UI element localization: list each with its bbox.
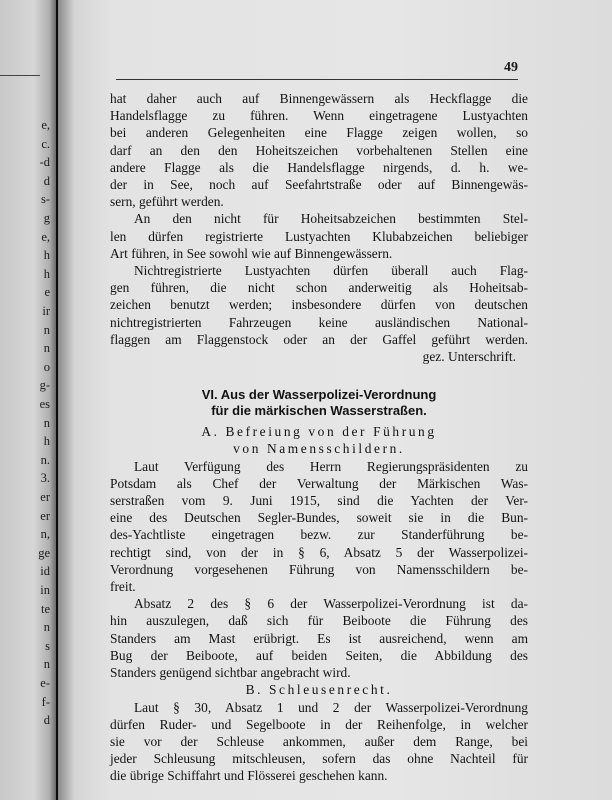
paragraph-3: [110, 262, 528, 365]
left-page-fragment: e,: [41, 118, 50, 132]
text-line: rechtigt sind, von der in § 6, Absatz 5 der Wasserpolizei-: [110, 544, 528, 560]
left-page-fragment: e-: [40, 676, 50, 690]
text-line: hin auszulegen, daß sich für Beiboote die Führung des: [110, 613, 528, 629]
text-line: serstraßen vom 9. Juni 1915, sind die Yachten der Ver-: [110, 493, 528, 509]
book-page: [58, 0, 612, 800]
left-page-fragment: h: [43, 266, 50, 281]
text-line: Nichtregistrierte Lustyachten dürfen überall auch Flag-: [134, 263, 528, 279]
text-line: des-Yachtliste eingetragen bezw. zur Standerführung be-: [110, 527, 528, 543]
text-line: len dürfen registrierte Lustyachten Klubabzeichen beliebiger: [110, 228, 528, 244]
subsection-a-title: A. Befreiung von der Führung: [201, 424, 437, 440]
left-page-fragment: g: [43, 211, 50, 225]
left-page-fragment: n,: [40, 527, 50, 542]
text-line: nichtregistrierten Fahrzeugen keine ausländischen National-: [110, 314, 528, 330]
left-page-fragment: e,: [41, 229, 50, 244]
text-line: dürfen Ruder- und Segelboote in der Reihenfolge, in welcher: [110, 716, 528, 732]
section-title: VI. Aus der Wasserpolizei-Verordnung: [201, 387, 437, 403]
text-line: Laut Verfügung des Herrn Regierungspräsidenten zu: [134, 458, 528, 474]
text-line: der in See, noch auf Seefahrtstraße oder auf Binnengewäs-: [110, 177, 528, 193]
left-page-fragment: 3.: [40, 471, 50, 486]
left-page-fragment: -d: [39, 155, 50, 170]
left-page-fragment: te: [40, 601, 50, 616]
subsection-b-title: B. Schleusenrecht.: [245, 682, 393, 698]
left-page-fragment: er: [40, 508, 50, 523]
left-page-edge: [0, 0, 56, 800]
paragraph-a1: [110, 458, 528, 596]
left-page-fragment: n: [43, 620, 50, 635]
left-page-fragment: h: [43, 248, 50, 263]
page-number: 49: [504, 60, 518, 75]
text-line: freit.: [110, 579, 136, 595]
signature: gez. Unterschrift.: [422, 349, 516, 365]
left-page-rule: [0, 75, 40, 76]
paragraph-a2: [110, 595, 528, 681]
left-page-fragment: id: [40, 564, 50, 579]
text-line: eine des Deutschen Segler-Bundes, soweit sie in die Bun-: [110, 510, 528, 526]
left-page-fragment: er: [40, 490, 50, 504]
text-line: Verordnung vorgesehenen Führung von Namensschildern be-: [110, 561, 528, 577]
left-page-fragment: n: [43, 322, 50, 337]
text-line: Absatz 2 des § 6 der Wasserpolizei-Verordnung ist da-: [134, 596, 528, 612]
paragraph-2: [110, 210, 528, 262]
left-page-fragment: n: [43, 415, 50, 430]
text-line: andere Flagge als die Handelsflagge nirgends, d. h. we-: [110, 159, 528, 175]
left-page-fragment: ir: [42, 304, 50, 318]
left-page-fragment: c.: [41, 136, 50, 151]
left-page-fragment: ge: [38, 545, 50, 560]
left-page-fragment: s: [45, 638, 50, 653]
text-line: gen führen, die nicht schon anderweitig als Hoheitsab-: [110, 280, 528, 296]
left-page-fragment: f-: [41, 694, 50, 709]
left-page-fragment: s-: [40, 192, 50, 207]
text-line: An den nicht für Hoheitsabzeichen bestimmten Stel-: [134, 211, 528, 227]
text-line: die übrige Schiffahrt und Flösserei geschehen kann.: [110, 768, 388, 784]
text-line: bei anderen Gelegenheiten eine Flagge zeigen wollen, so: [110, 125, 528, 141]
left-page-fragment: e: [44, 285, 50, 300]
text-line: Art führen, in See sowohl wie auf Binnengewässern.: [110, 245, 393, 261]
header-rule: [116, 79, 518, 80]
left-page-fragment: d: [43, 173, 50, 188]
subsection-a-title-line-2: von Namensschildern.: [233, 441, 405, 457]
page-body: [110, 90, 528, 785]
section-title-line-2: für die märkischen Wasserstraßen.: [211, 403, 427, 419]
text-line: zeichen benutzt werden; insbesondere dürfen von deutschen: [110, 297, 528, 313]
text-line: Potsdam als Chef der Verwaltung der Märkischen Was-: [110, 475, 528, 491]
text-line: Laut § 30, Absatz 1 und 2 der Wasserpolizei-Verordnung: [134, 699, 528, 715]
text-line: flaggen am Flaggenstock oder an der Gaffel geführt werden.: [110, 331, 528, 347]
text-line: hat daher auch auf Binnengewässern als Heckflagge die: [110, 91, 528, 106]
paragraph-b: [110, 699, 528, 785]
left-page-fragment: g-: [39, 378, 50, 393]
left-page-fragment: n.: [40, 452, 50, 467]
text-line: jeder Schleusung mitschleusen, sofern das ohne Nachteil für: [110, 751, 528, 767]
left-page-fragment: n: [43, 657, 50, 672]
left-page-fragment: in: [40, 583, 50, 597]
left-page-fragment: d: [43, 713, 50, 728]
left-page-fragment: o: [43, 359, 50, 374]
text-line: darf an den den Hoheitszeichen vorbehaltenen Stellen eine: [110, 142, 528, 158]
text-line: Bug der Beiboote, auf beiden Seiten, die Abbildung des: [110, 647, 528, 663]
paragraph-1: [110, 90, 528, 210]
text-line: Standers genügend sichtbar angebracht wird.: [110, 665, 351, 681]
text-line: sie vor der Schleuse ankommen, außer dem Range, bei: [110, 733, 528, 749]
text-line: sern, geführt werden.: [110, 194, 224, 210]
text-line: Handelsflagge zu führen. Wenn eingetragene Lustyachten: [110, 108, 528, 124]
text-line: Standers am Mast erübrigt. Es ist ausreichend, wenn am: [110, 630, 528, 646]
left-page-fragment: n: [43, 341, 50, 356]
left-page-fragment: h: [43, 434, 50, 449]
left-page-fragment: es: [39, 397, 50, 411]
